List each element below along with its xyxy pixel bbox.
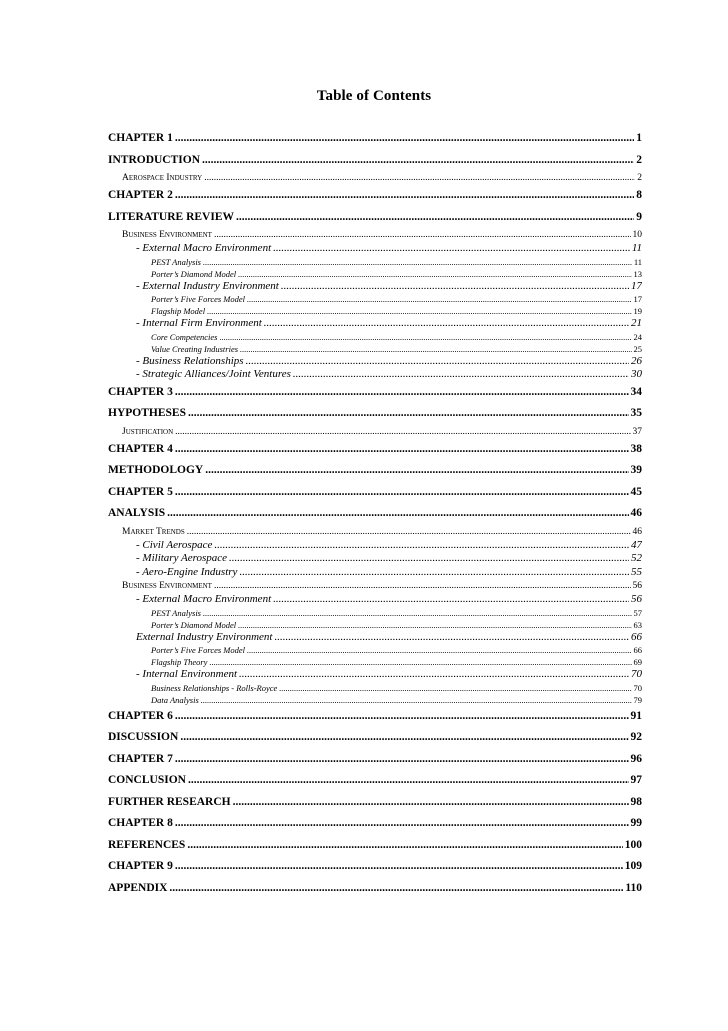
toc-entry-label: FURTHER RESEARCH — [108, 795, 231, 808]
toc-entry[interactable] — [108, 682, 642, 694]
toc-entry-page: 17 — [631, 279, 642, 292]
toc-dot-leader — [175, 425, 630, 439]
toc-entry-page: 97 — [630, 774, 642, 786]
toc-entry-page: 8 — [636, 189, 642, 201]
toc-dot-leader — [202, 150, 634, 172]
toc-dot-leader — [281, 280, 629, 294]
toc-dot-leader — [247, 644, 631, 656]
toc-entry[interactable] — [108, 566, 642, 580]
toc-entry-label: Flagship Model — [151, 306, 206, 316]
toc-entry[interactable] — [108, 607, 642, 619]
toc-entry-label: - Strategic Alliances/Joint Ventures — [136, 368, 291, 380]
toc-entry-label: Porter’s Diamond Model — [151, 619, 237, 630]
toc-dot-leader — [214, 228, 631, 242]
toc-dot-leader — [175, 185, 634, 207]
toc-entry[interactable] — [108, 368, 642, 382]
toc-dot-leader — [175, 813, 629, 835]
toc-entry-label: Business Relationships - Rolls-Royce — [151, 682, 278, 693]
toc-entry-label: APPENDIX — [108, 881, 168, 894]
toc-entry-label: CHAPTER 5 — [108, 485, 173, 498]
toc-entry[interactable] — [108, 770, 642, 792]
toc-entry-label: CHAPTER 2 — [108, 189, 173, 201]
toc-dot-leader — [236, 207, 634, 229]
toc-entry[interactable] — [108, 343, 642, 355]
toc-entry-label: CHAPTER 8 — [108, 817, 173, 829]
toc-entry-page: 26 — [631, 354, 642, 367]
toc-entry[interactable] — [108, 439, 642, 461]
toc-entry[interactable] — [108, 228, 642, 242]
toc-entry-label: - External Industry Environment — [136, 279, 279, 292]
toc-dot-leader — [188, 770, 629, 792]
toc-entry[interactable] — [108, 460, 642, 482]
table-of-contents — [108, 128, 642, 899]
toc-entry-label: CHAPTER 3 — [108, 385, 173, 398]
toc-entry-label: Aerospace Industry — [122, 173, 203, 183]
toc-dot-leader — [293, 368, 629, 382]
toc-entry-page: 57 — [633, 607, 642, 618]
toc-entry-label: Business Environment — [122, 581, 212, 591]
toc-entry[interactable] — [108, 593, 642, 607]
toc-entry-page: 25 — [633, 343, 642, 354]
toc-entry-label: - Internal Environment — [136, 668, 238, 680]
toc-entry-page: 2 — [636, 153, 642, 166]
toc-entry-label: Data Analysis — [151, 694, 199, 705]
toc-entry[interactable] — [108, 280, 642, 294]
toc-dot-leader — [188, 403, 629, 425]
toc-dot-leader — [279, 682, 631, 694]
toc-entry-label: - External Macro Environment — [136, 242, 272, 254]
toc-entry-page: 66 — [633, 645, 642, 655]
toc-entry[interactable] — [108, 317, 642, 331]
toc-entry-label: Value Creating Industries — [151, 343, 239, 354]
toc-dot-leader — [246, 355, 629, 369]
toc-entry[interactable] — [108, 792, 642, 814]
toc-dot-leader — [220, 331, 632, 343]
toc-entry-page: 19 — [633, 306, 642, 316]
toc-entry-page: 46 — [632, 526, 642, 537]
toc-entry-page: 30 — [631, 368, 642, 380]
toc-entry[interactable] — [108, 268, 642, 280]
toc-entry-page: 34 — [630, 385, 642, 398]
toc-dot-leader — [180, 727, 628, 749]
toc-dot-leader — [167, 503, 628, 525]
toc-entry-page: 79 — [633, 694, 642, 705]
toc-entry-page: 98 — [630, 795, 642, 808]
toc-dot-leader — [203, 607, 632, 619]
toc-entry-label: PEST Analysis — [151, 256, 201, 267]
toc-entry-page: 21 — [631, 317, 642, 329]
toc-entry-page: 63 — [633, 619, 642, 630]
toc-dot-leader — [238, 619, 631, 631]
toc-entry[interactable] — [108, 878, 642, 900]
toc-entry-label: - External Macro Environment — [136, 593, 272, 605]
toc-entry-page: 35 — [630, 407, 642, 419]
toc-entry-page: 37 — [632, 426, 642, 437]
toc-entry-page: 69 — [633, 657, 642, 667]
toc-entry-page: 91 — [630, 709, 642, 722]
toc-entry[interactable] — [108, 425, 642, 439]
toc-entry[interactable] — [108, 207, 642, 229]
toc-entry-label: REFERENCES — [108, 838, 186, 851]
toc-entry[interactable] — [108, 539, 642, 553]
toc-entry[interactable] — [108, 403, 642, 425]
toc-entry-page: 11 — [631, 242, 642, 254]
toc-entry[interactable] — [108, 749, 642, 771]
toc-entry-page: 70 — [633, 682, 642, 693]
toc-entry[interactable] — [108, 331, 642, 343]
toc-entry-page: 56 — [632, 581, 642, 591]
toc-entry-page: 9 — [636, 210, 642, 223]
toc-entry-label: - Internal Firm Environment — [136, 317, 262, 329]
toc-entry-label: CHAPTER 9 — [108, 860, 173, 872]
toc-entry-label: - Civil Aerospace — [136, 538, 213, 551]
toc-entry-page: 92 — [630, 731, 642, 743]
toc-dot-leader — [201, 694, 632, 706]
toc-entry-page: 39 — [630, 464, 642, 476]
toc-entry[interactable] — [108, 579, 642, 593]
toc-dot-leader — [209, 656, 631, 668]
toc-entry-label: Porter’s Five Forces Model — [151, 645, 246, 655]
toc-entry[interactable] — [108, 305, 642, 317]
toc-entry[interactable] — [108, 355, 642, 369]
toc-entry-label: - Military Aerospace — [136, 552, 228, 564]
toc-entry-page: 56 — [631, 593, 642, 605]
toc-dot-leader — [240, 343, 631, 355]
toc-entry-page: 46 — [630, 507, 642, 519]
toc-dot-leader — [264, 317, 629, 331]
toc-entry-page: 13 — [633, 268, 642, 279]
toc-dot-leader — [175, 382, 629, 404]
toc-entry[interactable] — [108, 727, 642, 749]
toc-entry-page: 1 — [636, 132, 642, 144]
page-title: Table of Contents — [316, 88, 432, 104]
toc-entry-page: 96 — [630, 752, 642, 765]
toc-entry-page: 52 — [631, 552, 642, 564]
toc-dot-leader — [204, 171, 635, 185]
toc-entry-page: 11 — [633, 256, 642, 267]
toc-entry-page: 38 — [630, 442, 642, 455]
toc-entry-page: 100 — [624, 838, 642, 851]
toc-entry-label: METHODOLOGY — [108, 464, 204, 476]
toc-entry-label: HYPOTHESES — [108, 407, 186, 419]
toc-dot-leader — [205, 460, 628, 482]
toc-dot-leader — [214, 579, 631, 593]
toc-entry[interactable] — [108, 668, 642, 682]
toc-entry-label: CHAPTER 6 — [108, 709, 173, 722]
toc-entry-page: 17 — [633, 294, 642, 304]
toc-entry-page: 110 — [625, 881, 642, 894]
toc-entry-page: 66 — [631, 630, 642, 643]
toc-dot-leader — [229, 552, 629, 566]
toc-dot-leader — [239, 668, 629, 682]
toc-entry-label: - Business Relationships — [136, 354, 244, 367]
toc-entry-page: 55 — [631, 565, 642, 578]
toc-entry-label: Flagship Theory — [151, 657, 208, 667]
toc-dot-leader — [175, 749, 629, 771]
toc-entry-label: DISCUSSION — [108, 731, 179, 743]
toc-entry-page: 109 — [624, 860, 642, 872]
toc-entry[interactable] — [108, 242, 642, 256]
toc-entry-label: Porter’s Diamond Model — [151, 268, 237, 279]
toc-dot-leader — [175, 439, 629, 461]
toc-entry[interactable] — [108, 293, 642, 305]
toc-entry-label: Core Competencies — [151, 331, 218, 342]
toc-entry[interactable] — [108, 706, 642, 728]
toc-dot-leader — [175, 128, 634, 150]
toc-entry-label: - Aero-Engine Industry — [136, 565, 238, 578]
toc-entry[interactable] — [108, 631, 642, 645]
toc-dot-leader — [274, 631, 629, 645]
toc-entry-page: 24 — [633, 331, 642, 342]
toc-dot-leader — [175, 482, 629, 504]
toc-entry[interactable] — [108, 150, 642, 172]
toc-dot-leader — [187, 525, 631, 539]
toc-entry[interactable] — [108, 835, 642, 857]
toc-entry[interactable] — [108, 185, 642, 207]
toc-entry-page: 70 — [631, 668, 642, 680]
toc-dot-leader — [273, 593, 629, 607]
toc-dot-leader — [233, 792, 629, 814]
toc-entry-label: Justification — [122, 426, 174, 437]
toc-entry-label: CHAPTER 1 — [108, 132, 173, 144]
toc-dot-leader — [207, 305, 631, 317]
toc-entry[interactable] — [108, 694, 642, 706]
toc-entry-label: External Industry Environment — [136, 630, 273, 643]
toc-dot-leader — [238, 268, 631, 280]
toc-dot-leader — [169, 878, 623, 900]
toc-entry[interactable] — [108, 171, 642, 185]
toc-entry[interactable] — [108, 813, 642, 835]
toc-entry[interactable] — [108, 256, 642, 268]
toc-entry-page: 10 — [632, 230, 642, 240]
toc-dot-leader — [203, 256, 632, 268]
toc-entry-label: ANALYSIS — [108, 507, 166, 519]
toc-entry-page: 99 — [630, 817, 642, 829]
toc-entry[interactable] — [108, 856, 642, 878]
toc-entry-page: 45 — [630, 485, 642, 498]
toc-dot-leader — [273, 242, 630, 256]
toc-dot-leader — [239, 566, 629, 580]
toc-entry-label: LITERATURE REVIEW — [108, 210, 234, 223]
toc-entry-label: PEST Analysis — [151, 607, 201, 618]
toc-entry-page: 2 — [637, 173, 642, 183]
toc-entry-label: Market Trends — [122, 526, 185, 537]
toc-entry-label: Business Environment — [122, 230, 212, 240]
toc-dot-leader — [175, 856, 623, 878]
toc-entry[interactable] — [108, 619, 642, 631]
toc-entry-label: CHAPTER 7 — [108, 752, 173, 765]
toc-dot-leader — [175, 706, 629, 728]
toc-entry-label: CONCLUSION — [108, 774, 186, 786]
toc-dot-leader — [214, 539, 629, 553]
toc-entry-label: CHAPTER 4 — [108, 442, 173, 455]
toc-entry[interactable] — [108, 128, 642, 150]
toc-dot-leader — [187, 835, 622, 857]
toc-entry[interactable] — [108, 525, 642, 539]
toc-entry-label: INTRODUCTION — [108, 153, 201, 166]
toc-entry[interactable] — [108, 552, 642, 566]
toc-entry[interactable] — [108, 656, 642, 668]
toc-entry[interactable] — [108, 482, 642, 504]
toc-entry[interactable] — [108, 503, 642, 525]
toc-dot-leader — [247, 293, 631, 305]
toc-entry[interactable] — [108, 382, 642, 404]
toc-entry-label: Porter’s Five Forces Model — [151, 294, 246, 304]
toc-entry[interactable] — [108, 644, 642, 656]
toc-entry-page: 47 — [631, 538, 642, 551]
